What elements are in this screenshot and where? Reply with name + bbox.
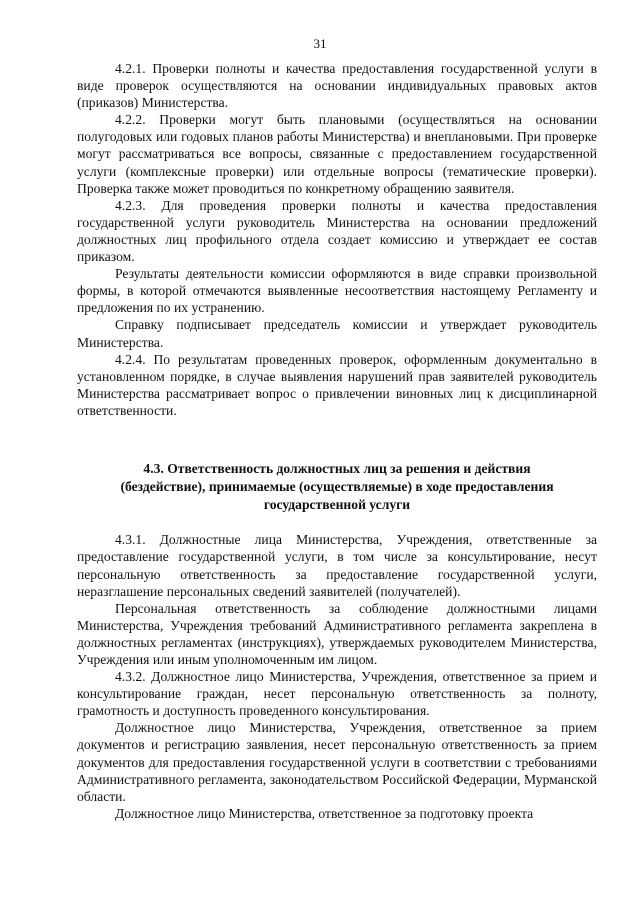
document-body: [77, 60, 597, 822]
paragraph-personal-responsibility: Персональная ответственность за соблюдение должностными лицами Министерства, Учреждения требований Административного регламента закреплена в должностных регламентах (инструкциях), утверждаемых руководителем Министерства, Учреждения или иным уполномоченным им лицом.: [77, 600, 597, 668]
page-number: 31: [313, 36, 327, 51]
paragraph-document-reception: Должностное лицо Министерства, Учреждения, ответственное за прием документов и регистрацию заявления, несет персональную ответственность за прием документов для предоставления государственной услуги в соответствии с требованиями Административного регламента, законодательством Российской Федерации, Мурманской области.: [77, 720, 597, 804]
paragraph-4-2-3: 4.2.3. Для проведения проверки полноты и качества предоставления государственной услуги руководитель Министерства на основании предложений должностных лиц профильного отдела создает комиссию и утверждает ее состав приказом.: [77, 197, 597, 265]
paragraph-certificate-signing: Справку подписывает председатель комиссии и утверждает руководитель Министерства.: [77, 317, 597, 350]
paragraph-4-2-2: 4.2.2. Проверки могут быть плановыми (осуществляться на основании полугодовых или годовых планов работы Министерства) и внеплановыми. При проверке могут рассматриваться все вопросы, связанные с предоставлением государственной услуги (комплексные проверки) или отдельные вопросы (тематические проверки). Проверка также может проводиться по конкретному обращению заявителя.: [77, 112, 597, 196]
paragraph-4-2-4: 4.2.4. По результатам проведенных проверок, оформленным документально в установленном порядке, в случае выявления нарушений прав заявителей руководитель Министерства рассматривает вопрос о привлечении виновных лиц к дисциплинарной ответственности.: [77, 351, 597, 418]
paragraph-4-3-1: 4.3.1. Должностные лица Министерства, Учреждения, ответственные за предоставление государственной услуги, в том числе за консультирование, несут персональную ответственность за предоставление государственной услуги, неразглашение персональных сведений заявителей (получателей).: [77, 532, 597, 599]
paragraph-4-2-1: 4.2.1. Проверки полноты и качества предоставления государственной услуги в виде проверок осуществляются на основании индивидуальных правовых актов (приказов) Министерства.: [77, 61, 597, 111]
paragraph-project-preparation: Должностное лицо Министерства, ответственное за подготовку проекта: [115, 805, 534, 821]
paragraph-commission-results: Результаты деятельности комиссии оформляются в виде справки произвольной формы, в которой отмечаются выявленные несоответствия настоящему Регламенту и предложения по их устранению.: [77, 266, 597, 316]
section-heading-4-3: 4.3. Ответственность должностных лиц за решения и действия (бездействие), принимаемые (осуществляемые) в ходе предоставления государственной услуги: [120, 460, 554, 512]
paragraph-4-3-2: 4.3.2. Должностное лицо Министерства, Учреждения, ответственное за прием и консультирование граждан, несет персональную ответственность за полноту, грамотность и доступность проведенного консультирования.: [77, 669, 597, 719]
